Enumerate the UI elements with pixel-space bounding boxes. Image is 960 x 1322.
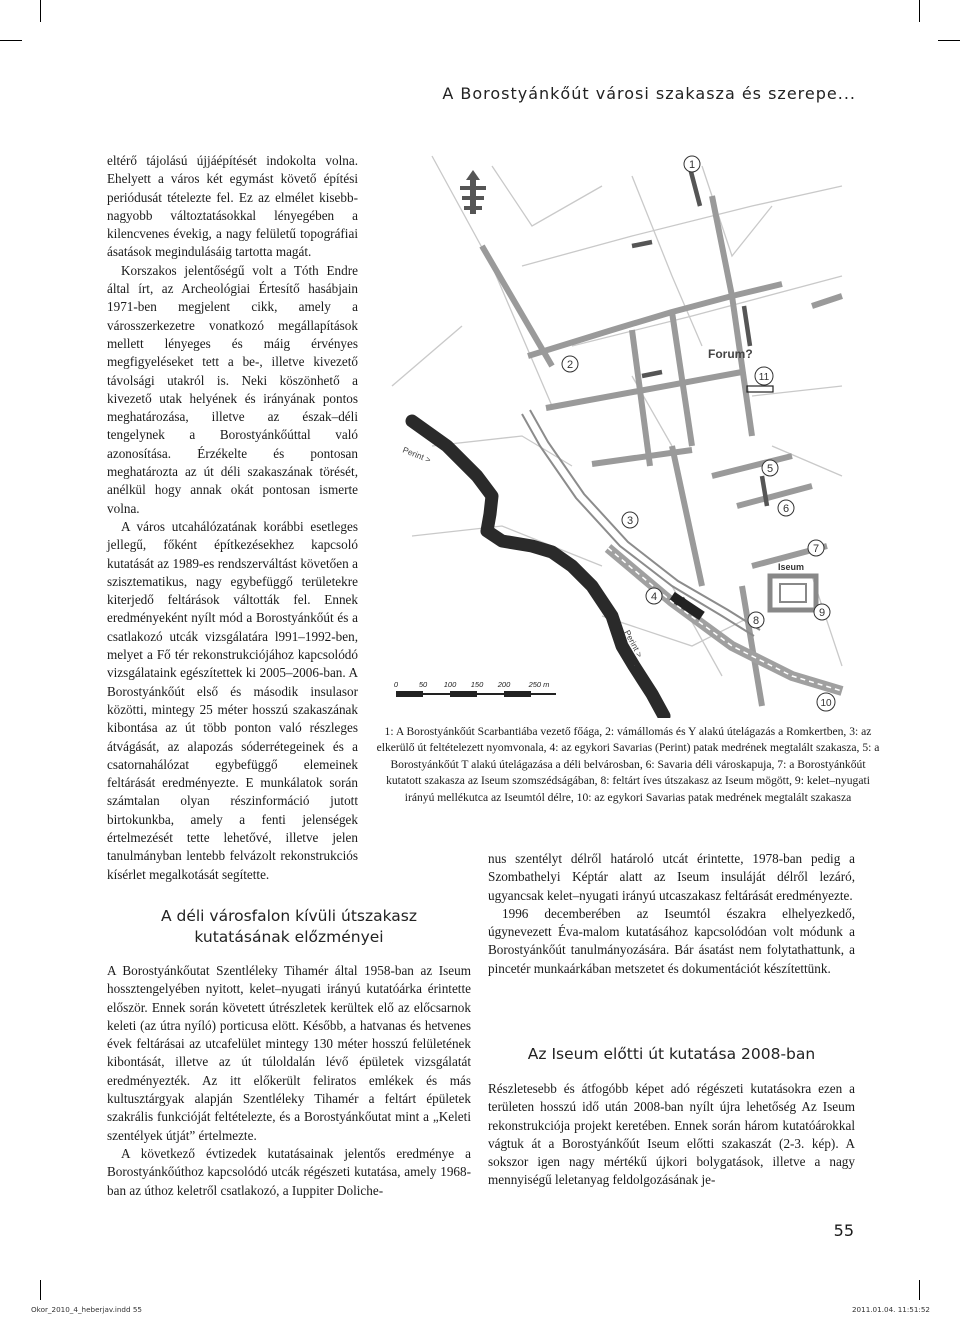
section-heading: [107, 906, 471, 948]
crop-mark: [0, 40, 22, 41]
scale-label: 50: [418, 680, 428, 689]
svg-text:2: 2: [566, 359, 574, 371]
map-marker: [748, 612, 764, 628]
left-column-lower: [107, 962, 471, 1200]
scale-label: 150: [470, 680, 484, 689]
map-marker: [814, 604, 830, 620]
svg-text:7: 7: [812, 543, 820, 555]
crop-mark: [919, 0, 920, 22]
paragraph: eltérő tájolású újjáépítését indokolta volna. Ehelyett a város két egymást követő építési periódusát tételezte fel. Ez az elmélet kisebb-nagyobb változtatásokkal lényegében a kilencvenes évekig, a nagy felületű topográfiai ásatások megindulásáig tartotta magát.: [107, 153, 358, 260]
paragraph: Részletesebb és átfogóbb képet adó régészeti kutatásokra ezen a területen hosszú idő után 2008-ban nyílt újra lehetőség Az Iseum rekonstrukciója projekt keretében. Ennek során három kutatóárokkal vágtuk át a Borostyánkőút Iseum előtti szakaszát (2-3. kép). A sokszor igen nagy mértékű újkori bolygatások, illetve a nagy mennyiségű leletanyag feldolgozásának je-: [488, 1081, 855, 1188]
map-marker: [562, 356, 578, 372]
svg-text:1: 1: [688, 159, 696, 171]
paragraph: Korszakos jelentőségű volt a Tóth Endre által írt, az Archeológiai Értesítő hasábjain 1971-ben megjelent cikk, amely a városszerkezetre vonatkozó megállapítások mellett lényeges és máig érvényes megfigyeléseket tett a be-, illetve kivezető távolsági utakról is. Neki köszönhető a kivezető utak helyének és irányának pontos meghatározása, illetve az észak–déli tengelynek a Borostyánkőúttal való azonosítása. Érzékelte és pontosan meghatározta az út déli szakaszának törését, anélkül hogy annak okát pontosan ismerte volna.: [107, 262, 358, 516]
figure-caption: 1: A Borostyánkőút Scarbantiába vezető főága, 2: vámállomás és Y alakú útelágazás a Romkertben, 3: az elkerülő út feltételezett nyomvonala, 4: az egykori Savarias (Perint) patak medrének megtalált szakasza, 5: a Borostyánkőút T alakú útelágazása a déli belvárosban, 6: Savaria déli városkapuja, 7: a Borostyánkőút kutatott szakasza az Iseum szomszédságában, 8: feltárt íves útszakasz az Iseum mögött, 9: kelet–nyugati irányú mellékutca az Iseumtól délre, 10: az egykori Savarias patak medrének megtalált szakasza: [376, 725, 880, 804]
paragraph: A következő évtizedek kutatásainak jelentős eredménye a Borostyánkőúthoz kapcsolódó utcák régészeti kutatása, amely 1968-ban az úthoz keletről csatlakozó, a Iuppiter Doliche-: [107, 1145, 471, 1198]
svg-text:8: 8: [752, 615, 760, 627]
map-scale-bar: [394, 680, 556, 697]
map-label-iseum: Iseum: [778, 562, 805, 572]
running-header: A Borostyánkőút városi szakasza és szerepe...: [442, 84, 856, 103]
crop-mark: [938, 40, 960, 41]
paragraph: nus szentélyt délről határoló utcát érintette, 1978-ban pedig a Szombathelyi Képtár alatt az Iseum insuláját délről lezáró, ugyancsak kelet–nyugati irányú utcaszakasz feltárását eredményezte.: [488, 851, 855, 903]
scale-label: 0: [393, 680, 399, 689]
map-marker: [622, 512, 638, 528]
crop-mark: [40, 1280, 41, 1300]
paragraph: A város utcahálózatának korábbi esetleges jellegű, főként építkezésekhez kapcsoló kutatását az 1989-es rendszerváltást követően a szisztematikus, nagy egybefüggő területekre kiterjedő feltárások váltották fel. Ennek eredményeként nyílt mód a Borostyánkőút és a csatlakozó utcák vizsgálatára l991–1992-ben, melyet a Fő tér rekonstrukciójához kapcsolódó vizsgálataink egészítettek ki 2005–2006-ban. A Borostyánkőút első és második insulasor közötti, mintegy 25 méter hosszú szakaszának kibontása az út több ponton való részleges átvágását, az alapozás sóderrétegeinek és a csatornahálózat egybefüggő elemeinek feltárását eredményezte. E munkálatok során számtalan olyan részinformáció jutott birtokunkba, amely a fenti jelenségek értelmezését tette lehetővé, illetve jelen tanulmányban lentebb felvázolt rekonstrukciós kísérlet megalkotását segítette.: [107, 518, 358, 882]
map-marker: [646, 588, 662, 604]
svg-text:4: 4: [650, 591, 658, 603]
map-marker: [762, 460, 778, 476]
map-marker: [817, 693, 835, 711]
left-column-upper: [107, 152, 358, 884]
scale-label: 250 m: [528, 680, 550, 689]
svg-text:5: 5: [766, 463, 774, 475]
footer-file-info: Okor_2010_4_heberjav.indd 55: [31, 1305, 142, 1314]
map-marker: [684, 156, 700, 172]
right-column-final: [488, 1080, 855, 1190]
svg-text:6: 6: [782, 503, 790, 515]
figure-map: [372, 146, 852, 718]
map-label-perint: Perint >: [622, 628, 645, 660]
page-number: 55: [833, 1221, 854, 1240]
section-heading: Az Iseum előtti út kutatása 2008-ban: [527, 1045, 816, 1063]
city-map: [372, 146, 852, 718]
crop-mark: [40, 0, 41, 22]
scale-label: 100: [443, 680, 457, 689]
map-marker: [755, 367, 773, 385]
svg-text:3: 3: [626, 515, 634, 527]
heading-line: kutatásának előzményei: [194, 928, 384, 946]
paragraph: 1996 decemberében az Iseumtól északra elhelyezkedő, úgynevezett Éva-malom kutatásához kapcsolódóan volt módunk a Borostyánkőút tanulmányozására. Bár ásatást nem folytathattunk, a pincetér munkaárkában metszetet és dokumentációt készítettünk.: [488, 905, 855, 976]
heading-line: A déli városfalon kívüli útszakasz: [160, 907, 418, 925]
map-label-forum: Forum?: [708, 347, 753, 361]
map-marker: [808, 540, 824, 556]
svg-text:10: 10: [820, 698, 832, 709]
footer-timestamp: 2011.01.04. 11:51:52: [851, 1305, 930, 1314]
scale-label: 200: [497, 680, 511, 689]
paragraph: A Borostyánkőutat Szentléleky Tihamér által 1958-ban az Iseum hossztengelyében nyitott, kelet–nyugati irányú kutatóárka érintette először. Ennek során követett útrészletek kerültek elő az előcsarnok keleti (az útra nyíló) porticusa elött. Később, a hatvanas és hetvenes évek feltárásai az utcafelület mintegy 130 méter hosszú felületének kibontását, illetve az út túloldalán lévő épületek vizsgálatát eredményezték. Az itt előkerült feliratos emlékek és más kultusztárgyak alapján Szentléleky Tihamér a feltárt épületek szakrális funkcióját feltételezte, és a Borostyánkőutat mint a „Keleti szentélyek útját” értelmezte.: [107, 963, 471, 1143]
crop-mark: [919, 1280, 920, 1300]
svg-text:11: 11: [758, 372, 770, 383]
map-label-perint: Perint >: [401, 444, 433, 465]
map-marker: [778, 500, 794, 516]
right-column-lower: [488, 850, 855, 978]
svg-text:9: 9: [818, 607, 826, 619]
